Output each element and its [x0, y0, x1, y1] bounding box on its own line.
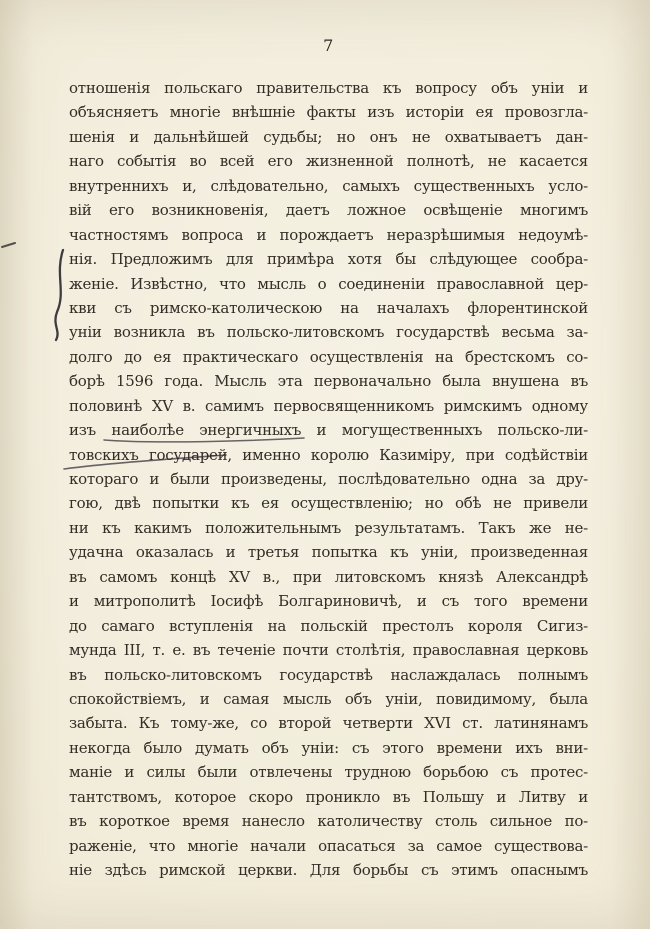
- text-line: мунда III, т. е. въ теченіе почти столѣтія, православная церковь: [69, 641, 588, 660]
- text-line: тантствомъ, которое скоро проникло въ Польшу и Литву и: [69, 787, 588, 806]
- text-line: ни къ какимъ положительнымъ результатамъ. Такъ же не-: [69, 518, 588, 537]
- page-number: 7: [323, 36, 334, 55]
- text-line: въ самомъ концѣ XV в., при литовскомъ князѣ Александрѣ: [69, 567, 588, 586]
- text-line: внутреннихъ и, слѣдовательно, самыхъ существенныхъ усло-: [69, 176, 588, 195]
- text-line: спокойствіемъ, и самая мысль объ уніи, повидимому, была: [69, 689, 588, 708]
- text-line: наго событія во всей его жизненной полнотѣ, не касается: [69, 152, 588, 171]
- text-line: вій его возникновенія, даетъ ложное освѣщеніе многимъ: [69, 201, 588, 220]
- text-line: некогда было думать объ уніи: съ этого времени ихъ вни-: [69, 738, 588, 757]
- text-line: борѣ 1596 года. Мысль эта первоначально была внушена въ: [69, 372, 588, 391]
- text-line: половинѣ XV в. самимъ первосвященникомъ римскимъ одному: [69, 396, 588, 415]
- text-line: въ короткое время нанесло католичеству столь сильное по-: [69, 812, 588, 831]
- text-line: въ польско-литовскомъ государствѣ наслаждалась полнымъ: [69, 665, 588, 684]
- text-line: забыта. Къ тому-же, со второй четверти XVI ст. латинянамъ: [69, 714, 588, 733]
- text-line: котораго и были произведены, послѣдовательно одна за дру-: [69, 470, 588, 488]
- text-line: изъ наиболѣе энергичныхъ и могущественныхъ польско-ли-: [69, 421, 588, 440]
- text-line: ніе здѣсь римской церкви. Для борьбы съ этимъ опаснымъ: [69, 861, 588, 879]
- text-line: товскихъ государей, именно королю Казиміру, при содѣйствіи: [69, 445, 588, 464]
- text-line: и митрополитѣ Іосифѣ Болгариновичѣ, и съ того времени: [69, 592, 588, 611]
- text-line: удачна оказалась и третья попытка къ уніи, произведенная: [69, 543, 588, 562]
- text-line: раженіе, что многіе начали опасаться за самое существова-: [69, 836, 588, 855]
- text-line: женіе. Извѣстно, что мысль о соединеніи православной цер-: [69, 274, 588, 293]
- text-line: шенія и дальнѣйшей судьбы; но онъ не охватываетъ дан-: [69, 127, 588, 146]
- text-line: объясняетъ многіе внѣшніе факты изъ исторіи ея провозгла-: [69, 103, 588, 122]
- text-line: гою, двѣ попытки къ ея осуществленію; но обѣ не привели: [69, 494, 588, 513]
- text-line: нія. Предложимъ для примѣра хотя бы слѣдующее сообра-: [69, 250, 588, 269]
- text-line: маніе и силы были отвлечены трудною борьбою съ протес-: [69, 763, 588, 782]
- text-line: до самаго вступленія на польскій престолъ короля Сигиз-: [69, 616, 588, 635]
- text-line: долго до ея практическаго осуществленія на брестскомъ со-: [69, 347, 588, 366]
- margin-ink-stroke-mark: [55, 250, 63, 340]
- edge-dash-mark: [2, 243, 15, 247]
- text-line: отношенія польскаго правительства къ вопросу объ уніи и: [69, 79, 588, 97]
- body-text: [69, 76, 588, 882]
- text-line: частностямъ вопроса и порождаетъ неразрѣшимыя недоумѣ-: [69, 225, 588, 244]
- text-line: уніи возникла въ польско-литовскомъ государствѣ весьма за-: [69, 323, 588, 342]
- text-line: кви съ римско-католическою на началахъ флорентинской: [69, 298, 588, 317]
